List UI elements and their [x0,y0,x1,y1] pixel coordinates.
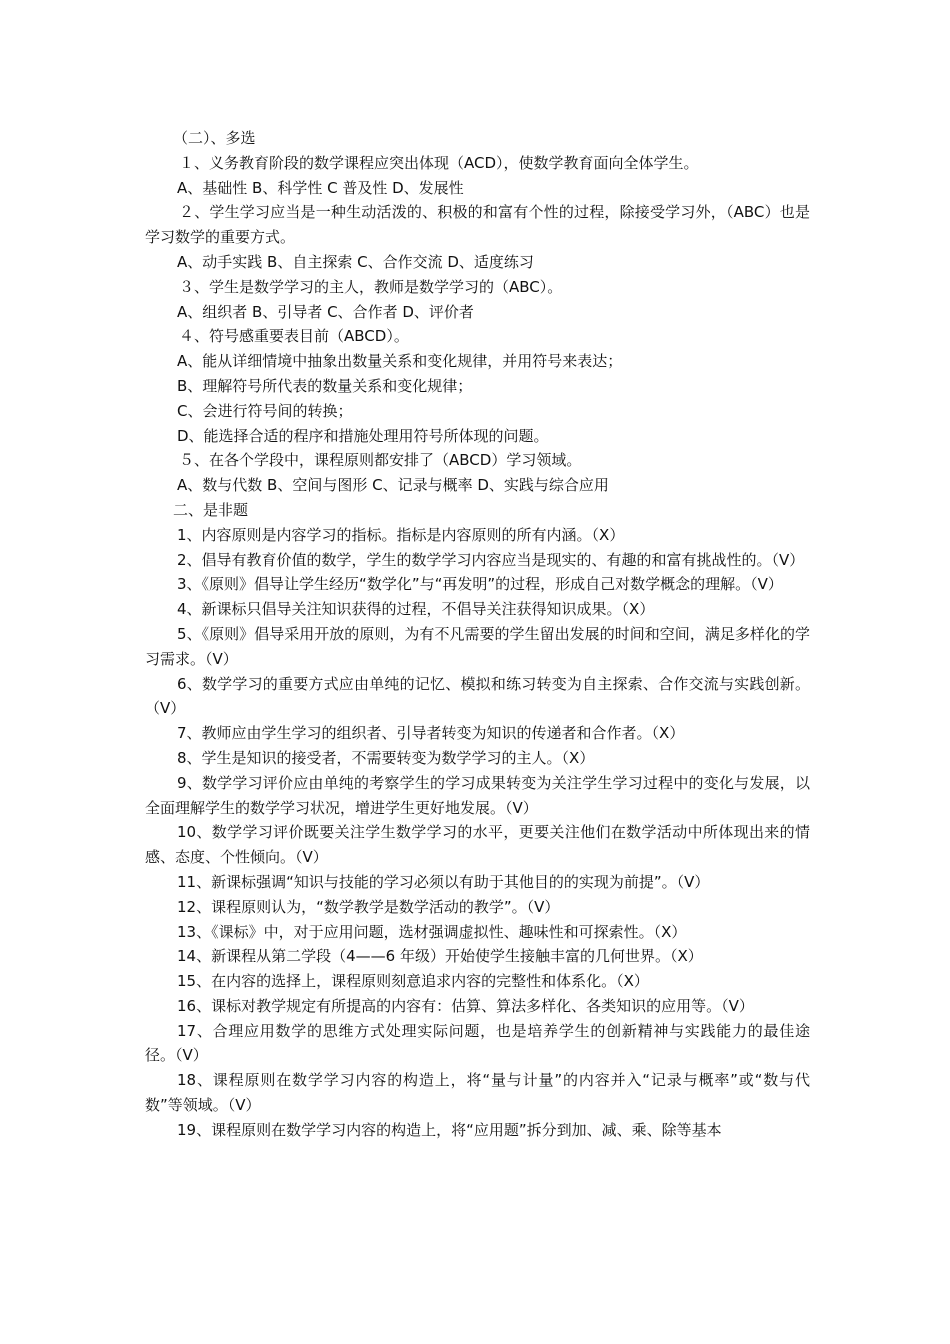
tf-item: 6、数学学习的重要方式应由单纯的记忆、模拟和练习转变为自主探索、合作交流与实践创新。（V） [145,674,810,718]
question-5-options: A、数与代数 B、空间与图形 C、记录与概率 D、实践与综合应用 [177,476,609,495]
tf-item: 13、《课标》中，对于应用问题，选材强调虚拟性、趣味性和可探索性。（X） [177,922,687,941]
question-4-option-d: D、能选择合适的程序和措施处理用符号所体现的问题。 [177,426,549,445]
tf-item: 11、新课标强调“知识与技能的学习必须以有助于其他目的的实现为前提”。（V） [177,872,710,891]
question-3-options: A、组织者 B、引导者 C、合作者 D、评价者 [177,302,474,321]
tf-item: 12、课程原则认为，“数学教学是数学活动的教学”。（V） [177,897,560,916]
multi-choice-heading: （二）、多选 [173,129,256,147]
true-false-heading: 二、是非题 [173,500,249,519]
tf-item: 8、学生是知识的接受者，不需要转变为数学学习的主人。（X） [177,748,595,767]
tf-item: 5、《原则》倡导采用开放的原则，为有不凡需要的学生留出发展的时间和空间，满足多样化的学习需求。（V） [145,624,810,668]
question-3: ３、学生是数学学习的主人，教师是数学学习的（ABC）。 [179,277,563,296]
tf-item: 14、新课程从第二学段（4——6 年级）开始使学生接触丰富的几何世界。（X） [177,947,703,966]
tf-item: 16、课标对教学规定有所提高的内容有：估算、算法多样化、各类知识的应用等。（V） [177,996,754,1015]
tf-item: 4、新课标只倡导关注知识获得的过程，不倡导关注获得知识成果。（X） [177,600,655,619]
question-4-option-a: A、能从详细情境中抽象出数量关系和变化规律，并用符号来表达； [177,352,623,371]
tf-item: 15、在内容的选择上，课程原则刻意追求内容的完整性和体系化。（X） [177,972,649,991]
question-4-option-c: C、会进行符号间的转换； [177,401,353,420]
tf-item: 19、课程原则在数学学习内容的构造上，将“应用题”拆分到加、减、乘、除等基本 [177,1120,722,1139]
tf-item: 10、数学学习评价既要关注学生数学学习的水平，更要关注他们在数学活动中所体现出来的情感、态度、个性倾向。（V） [145,823,810,867]
tf-item: 2、倡导有教育价值的数学，学生的数学学习内容应当是现实的、有趣的和富有挑战性的。（V） [177,550,805,569]
document-body [145,126,810,1143]
question-1-options: A、基础性 B、科学性 C 普及性 D、发展性 [177,178,464,197]
question-2: ２、学生学习应当是一种生动活泼的、积极的和富有个性的过程，除接受学习外，（ABC）也是学习数学的重要方式。 [145,203,810,247]
question-5: ５、在各个学段中，课程原则都安排了（ABCD）学习领域。 [179,451,582,470]
tf-item: 1、内容原则是内容学习的指标。指标是内容原则的所有内涵。（X） [177,525,625,544]
tf-item: 18、课程原则在数学学习内容的构造上，将“量与计量”的内容并入“记录与概率”或“数与代数”等领域。（V） [145,1071,810,1115]
tf-item: 7、教师应由学生学习的组织者、引导者转变为知识的传递者和合作者。（X） [177,724,685,743]
question-4: ４、符号感重要表目前（ABCD）。 [179,327,409,346]
tf-item: 9、数学学习评价应由单纯的考察学生的学习成果转变为关注学生学习过程中的变化与发展，以全面理解学生的数学学习状况，增进学生更好地发展。（V） [145,773,810,817]
question-4-option-b: B、理解符号所代表的数量关系和变化规律； [177,376,473,395]
tf-item: 17、合理应用数学的思维方式处理实际问题，也是培养学生的创新精神与实践能力的最佳途径。（V） [145,1021,810,1065]
question-1: １、义务教育阶段的数学课程应突出体现（ACD），使数学教育面向全体学生。 [179,153,699,172]
question-2-options: A、动手实践 B、自主探索 C、合作交流 D、适度练习 [177,252,534,271]
tf-item: 3、《原则》倡导让学生经历“数学化”与“再发明”的过程，形成自己对数学概念的理解。（V） [177,575,783,594]
